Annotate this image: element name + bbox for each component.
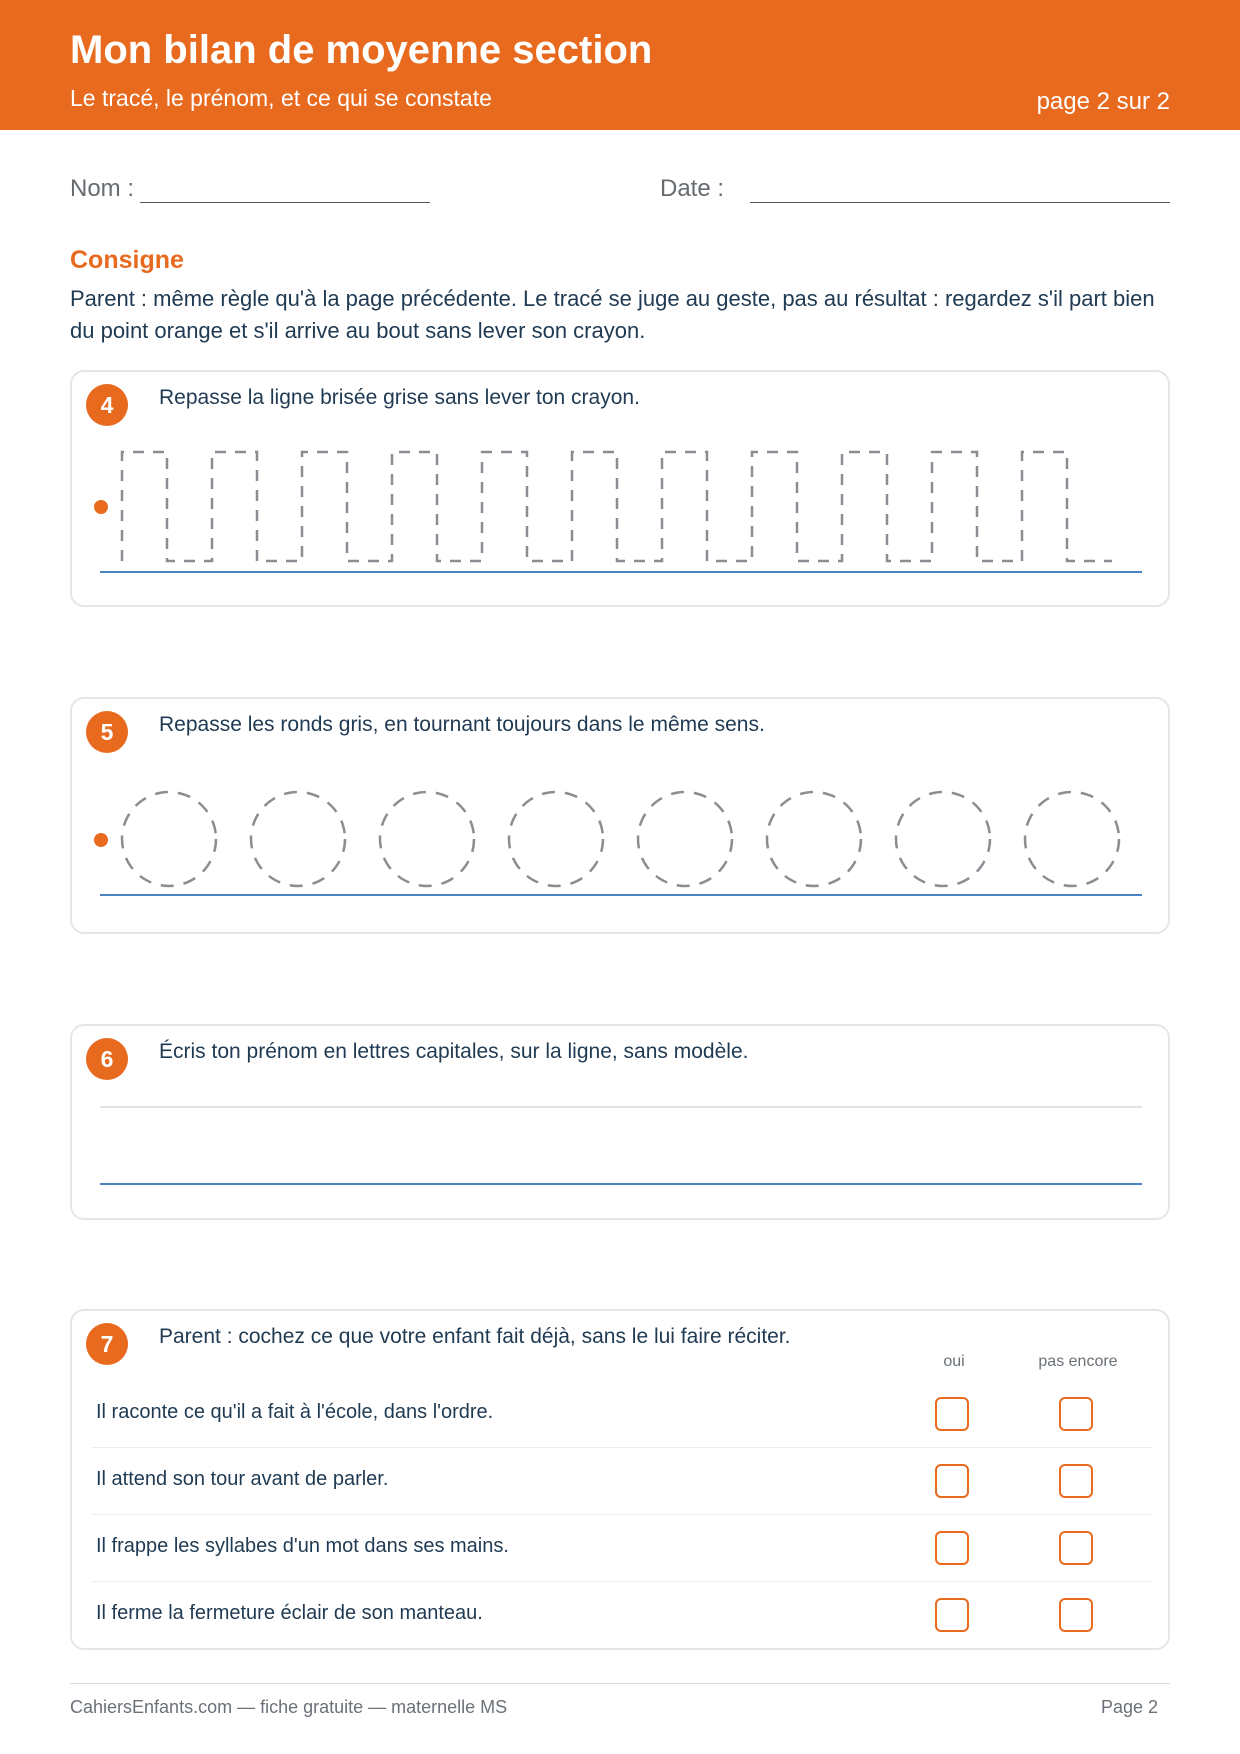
- dashed-square-wave: [122, 452, 1112, 561]
- exercise-5-card: [70, 697, 1170, 934]
- page-header: [0, 0, 1240, 130]
- dashed-circle: [896, 792, 990, 886]
- consigne-text: Parent : même règle qu'à la page précédente. Le tracé se juge au geste, pas au résultat : regardez s'il part bien du point orange et s'il arrive au bout sans lever son crayon.: [70, 286, 1155, 343]
- page-title: Mon bilan de moyenne section: [70, 28, 653, 72]
- start-dot: [94, 500, 108, 514]
- checklist-label: Il attend son tour avant de parler.: [96, 1468, 389, 1490]
- footer-divider: [70, 1683, 1170, 1684]
- checkbox-pas-encore[interactable]: [1059, 1598, 1093, 1632]
- start-dot: [94, 833, 108, 847]
- dashed-circle: [638, 792, 732, 886]
- name-label: Nom :: [70, 175, 135, 202]
- dashed-circle: [251, 792, 345, 886]
- checkbox-pas-encore[interactable]: [1059, 1464, 1093, 1498]
- date-label: Date :: [660, 175, 725, 202]
- dashed-circle: [767, 792, 861, 886]
- checkbox-oui[interactable]: [935, 1397, 969, 1431]
- exercise-7-card: [70, 1309, 1170, 1650]
- page-subtitle: Le tracé, le prénom, et ce qui se constate: [70, 85, 492, 111]
- checklist-label: Il raconte ce qu'il a fait à l'école, dans l'ordre.: [96, 1401, 494, 1423]
- exercise-number-badge: 6: [86, 1038, 128, 1080]
- exercise-number-badge: 4: [86, 384, 128, 426]
- name-line[interactable]: [140, 202, 430, 203]
- exercise-instruction: Écris ton prénom en lettres capitales, sur la ligne, sans modèle.: [159, 1040, 749, 1063]
- exercise-number-badge: 5: [86, 711, 128, 753]
- checklist-label: Il ferme la fermeture éclair de son manteau.: [96, 1602, 483, 1624]
- checklist-row: [92, 1515, 1152, 1582]
- checkbox-oui[interactable]: [935, 1464, 969, 1498]
- dashed-circle: [122, 792, 216, 886]
- checkbox-pas-encore[interactable]: [1059, 1397, 1093, 1431]
- exercise-4-card: [70, 370, 1170, 607]
- column-header-oui: oui: [943, 1353, 965, 1370]
- checkbox-pas-encore[interactable]: [1059, 1531, 1093, 1565]
- checklist-row: [92, 1448, 1152, 1515]
- exercise-instruction: Repasse les ronds gris, en tournant toujours dans le même sens.: [159, 713, 765, 736]
- dashed-circle: [1025, 792, 1119, 886]
- dashed-circle: [509, 792, 603, 886]
- exercise-instruction: Repasse la ligne brisée grise sans lever ton crayon.: [159, 386, 640, 409]
- column-header-pas-encore: pas encore: [1038, 1353, 1118, 1370]
- footer-source: CahiersEnfants.com — fiche gratuite — maternelle MS: [70, 1697, 508, 1717]
- date-line[interactable]: [750, 202, 1170, 203]
- page-indicator: page 2 sur 2: [1036, 88, 1170, 115]
- dashed-circle: [380, 792, 474, 886]
- checklist-row: [92, 1381, 1152, 1448]
- footer-page-number: Page 2: [1100, 1697, 1158, 1717]
- exercise-number-badge: 7: [86, 1323, 128, 1365]
- checklist-label: Il frappe les syllabes d'un mot dans ses mains.: [96, 1535, 509, 1557]
- checkbox-oui[interactable]: [935, 1531, 969, 1565]
- exercise-instruction: Parent : cochez ce que votre enfant fait déjà, sans le lui faire réciter.: [159, 1325, 791, 1348]
- consigne-title: Consigne: [70, 246, 184, 274]
- exercise-6-card: [70, 1024, 1170, 1220]
- checkbox-oui[interactable]: [935, 1598, 969, 1632]
- checklist-row: [92, 1582, 1152, 1649]
